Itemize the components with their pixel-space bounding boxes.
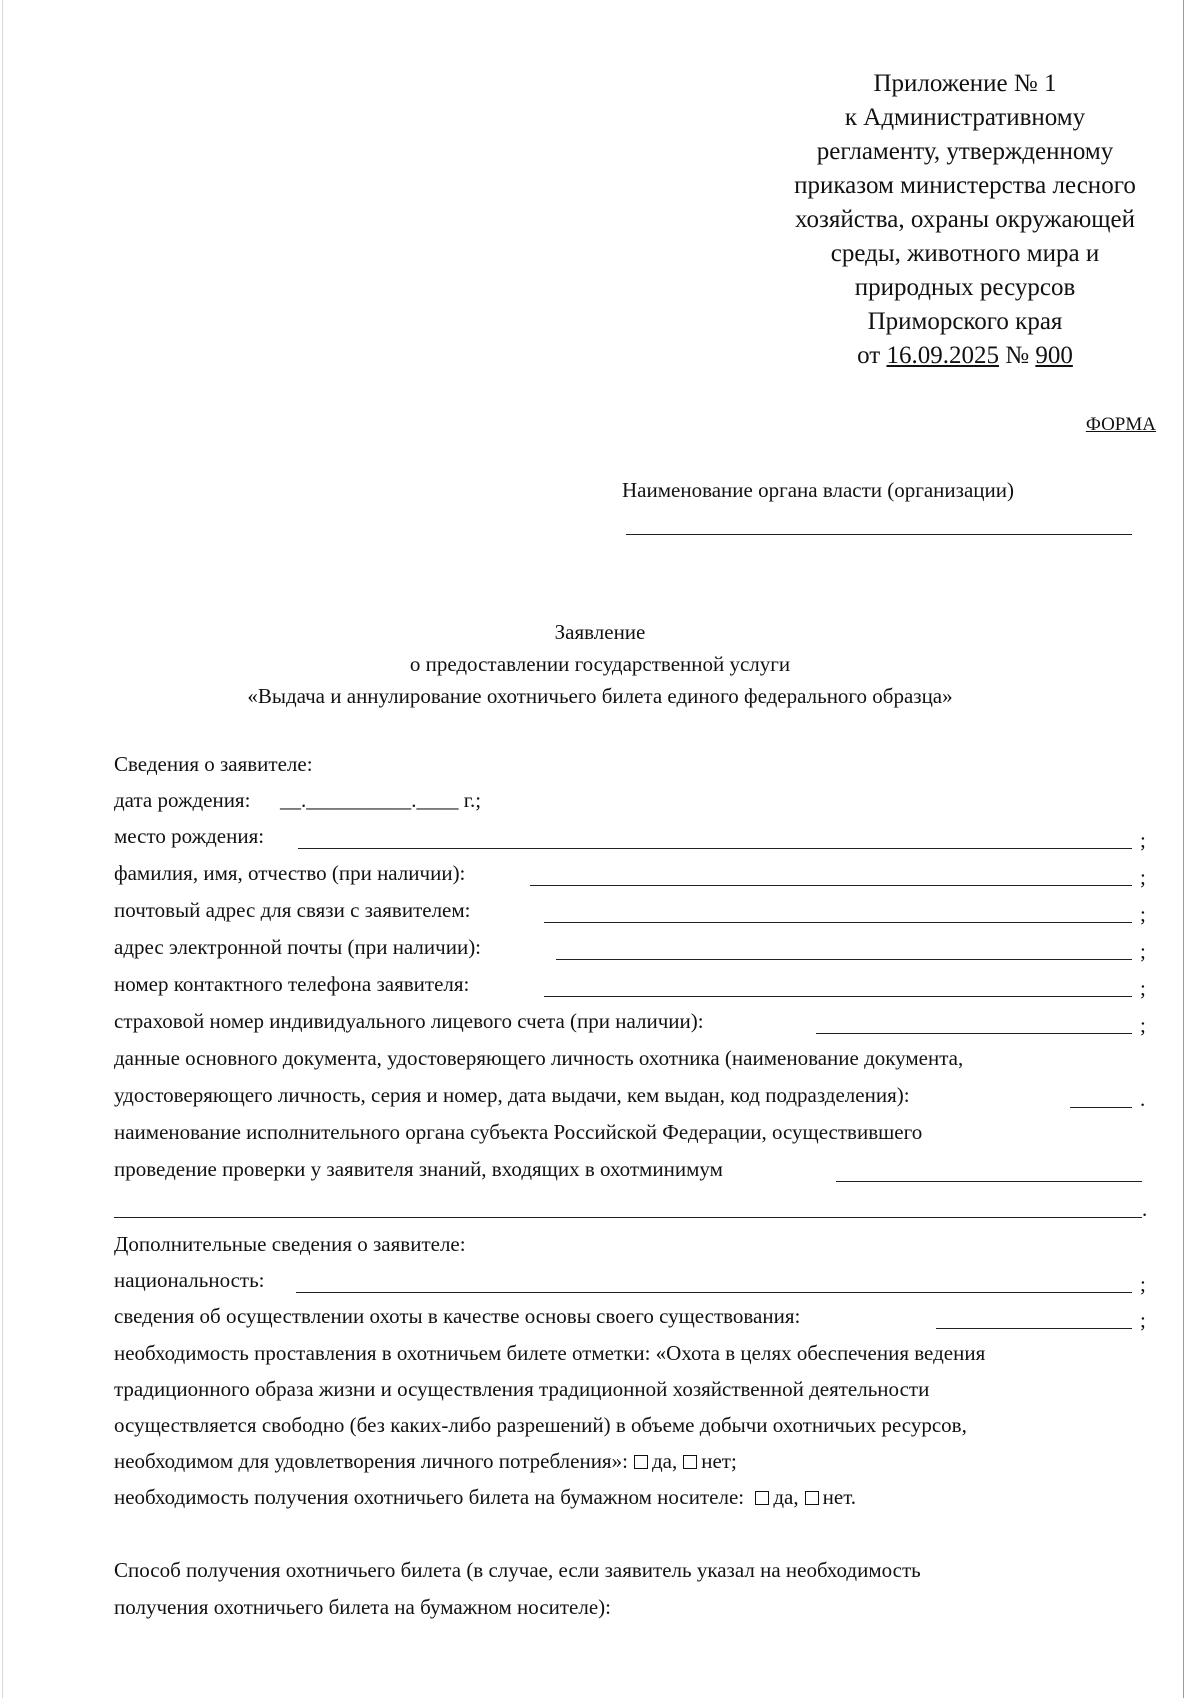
full-name-label: фамилия, имя, отчество (при наличии): [114, 861, 466, 885]
paper-label: необходимость получения охотничьего билета на бумажном носителе: [114, 1485, 745, 1509]
annex-date: 16.09.2025 [886, 342, 999, 369]
doc-title: Заявление [554, 620, 646, 644]
authority-field[interactable] [626, 534, 1132, 535]
birth-place-field[interactable] [298, 848, 1132, 849]
authority-label: Наименование органа власти (организации) [622, 478, 1014, 502]
postal-address-label: почтовый адрес для связи с заявителем: [114, 898, 471, 922]
annex-line: приказом министерства лесного [794, 172, 1136, 199]
date-prefix: от [857, 342, 887, 369]
nationality-field[interactable] [296, 1292, 1132, 1293]
id-doc-label-line1: данные основного документа, удостоверяющего личность охотника (наименование документа, [114, 1046, 964, 1070]
check-authority-field-continued[interactable] [114, 1217, 1142, 1218]
semicolon: ; [1140, 939, 1146, 963]
service-name: «Выдача и аннулирование охотничьего билета единого федерального образца» [247, 684, 953, 708]
annex-line: к Административному [844, 104, 1086, 131]
semicolon: ; [1140, 828, 1146, 852]
mark-label-line2: традиционного образа жизни и осуществления традиционной хозяйственной деятельности [114, 1377, 930, 1401]
id-doc-field[interactable] [1070, 1107, 1132, 1108]
semicolon: ; [1140, 1308, 1146, 1332]
phone-field[interactable] [544, 996, 1132, 997]
check-authority-field[interactable] [836, 1181, 1142, 1182]
birth-place-label: место рождения: [114, 824, 265, 848]
full-name-field[interactable] [530, 885, 1132, 886]
id-doc-label-line2: удостоверяющего личность, серия и номер, дата выдачи, кем выдан, код подразделения): [114, 1083, 910, 1107]
annex-line: хозяйства, охраны окружающей [794, 206, 1136, 233]
snils-label: страховой номер индивидуального лицевого счета (при наличии): [114, 1009, 704, 1033]
mark-question [114, 1449, 737, 1474]
annex-line: регламенту, утвержденному [816, 138, 1114, 165]
annex-number: 900 [1035, 342, 1073, 369]
additional-header: Дополнительные сведения о заявителе: [114, 1232, 466, 1256]
hunting-basis-label: сведения об осуществлении охоты в качестве основы своего существования: [114, 1304, 801, 1328]
check-authority-label-line1: наименование исполнительного органа субъекта Российской Федерации, осуществившего [114, 1120, 923, 1144]
annex-date-line [735, 340, 1195, 372]
email-label: адрес электронной почты (при наличии): [114, 935, 482, 959]
no-label: нет; [701, 1449, 737, 1473]
yes-label: да, [651, 1449, 678, 1473]
birth-date-field[interactable]: __.__________.____ г.; [280, 788, 482, 812]
semicolon: ; [1140, 976, 1146, 1000]
mark-label-line4: необходимом для удовлетворения личного потребления»: [114, 1449, 628, 1473]
page-left-edge [2, 0, 3, 1698]
paper-yes-checkbox[interactable] [755, 1491, 769, 1505]
applicant-header: Сведения о заявителе: [114, 752, 313, 776]
receipt-label-line1: Способ получения охотничьего билета (в случае, если заявитель указал на необходимость [114, 1558, 921, 1582]
semicolon: ; [1140, 1272, 1146, 1296]
no-label: нет. [822, 1485, 857, 1509]
check-authority-label-line2: проведение проверки у заявителя знаний, входящих в охотминимум [114, 1157, 723, 1181]
paper-question [114, 1485, 856, 1510]
number-prefix: № [999, 342, 1036, 369]
mark-no-checkbox[interactable] [683, 1455, 697, 1469]
postal-address-field[interactable] [544, 922, 1132, 923]
hunting-basis-field[interactable] [936, 1328, 1132, 1329]
period: . [1142, 1197, 1148, 1221]
birth-date-label: дата рождения: [114, 788, 251, 812]
phone-label: номер контактного телефона заявителя: [114, 972, 470, 996]
annex-line: среды, животного мира и [830, 240, 1100, 267]
snils-field[interactable] [816, 1033, 1132, 1034]
annex-line: природных ресурсов [854, 274, 1076, 301]
receipt-label-line2: получения охотничьего билета на бумажном носителе): [114, 1595, 612, 1619]
doc-subtitle: о предоставлении государственной услуги [409, 652, 791, 676]
annex-line: Приложение № 1 [873, 70, 1057, 97]
mark-yes-checkbox[interactable] [634, 1455, 648, 1469]
yes-label: да, [773, 1485, 799, 1509]
annex-line: Приморского края [867, 308, 1063, 335]
mark-label-line1: необходимость проставления в охотничьем билете отметки: «Охота в целях обеспечения ведения [114, 1341, 986, 1365]
period: . [1140, 1087, 1146, 1111]
mark-label-line3: осуществляется свободно (без каких-либо разрешений) в объеме добычи охотничьих ресурсов, [114, 1413, 967, 1437]
email-field[interactable] [556, 959, 1132, 960]
form-label: ФОРМА [1085, 414, 1156, 435]
semicolon: ; [1140, 1013, 1146, 1037]
semicolon: ; [1140, 902, 1146, 926]
nationality-label: национальность: [114, 1268, 265, 1292]
semicolon: ; [1140, 865, 1146, 889]
paper-no-checkbox[interactable] [805, 1491, 819, 1505]
